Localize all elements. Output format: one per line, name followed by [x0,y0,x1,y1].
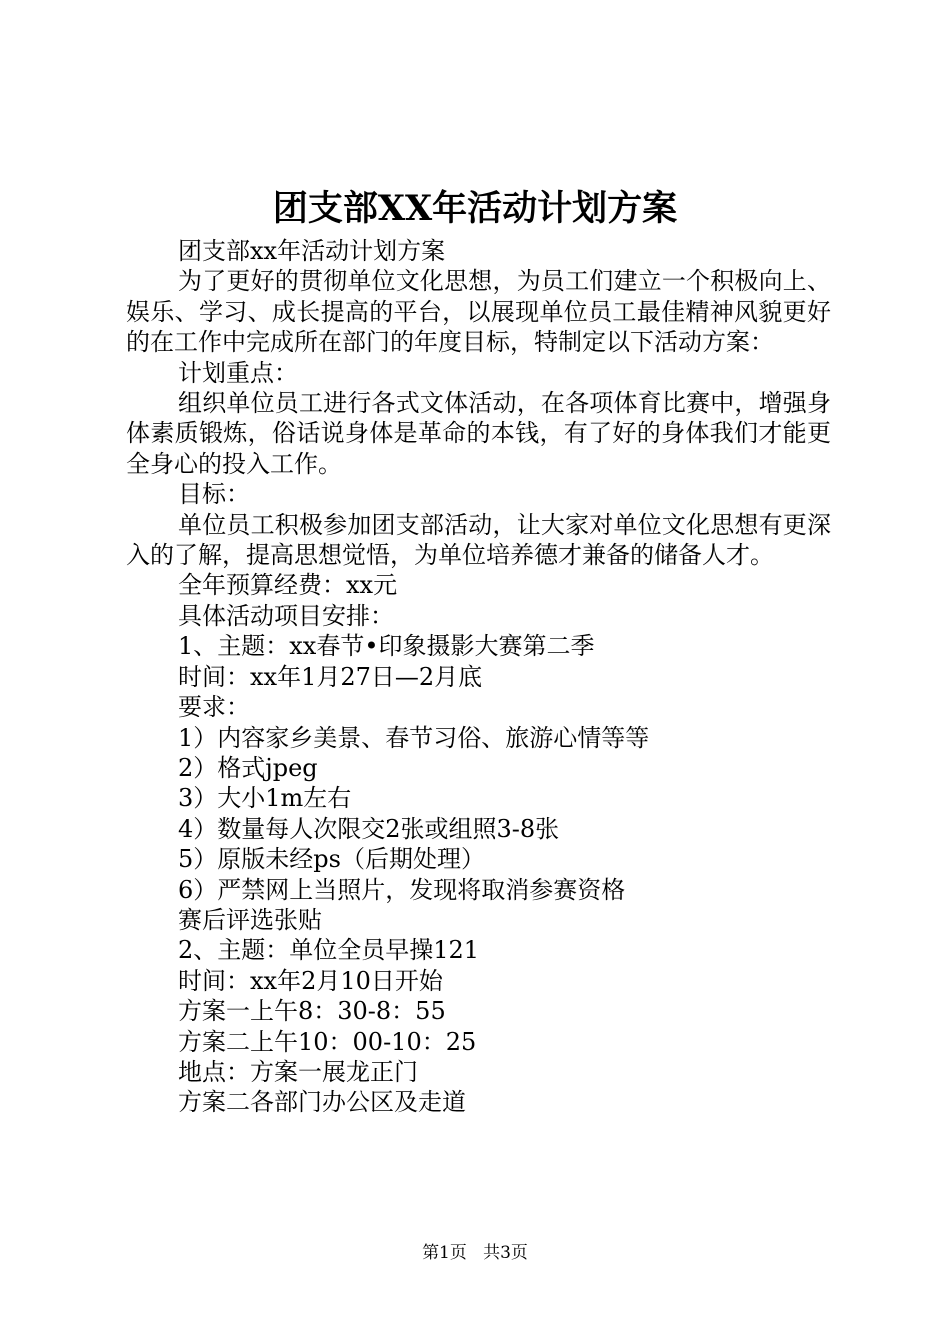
paragraph: 地点：方案一展龙正门 [178,1057,418,1086]
paragraph: 组织单位员工进行各式文体活动，在各项体育比赛中，增强身体素质锻炼，俗话说身体是革命的本钱，有了好的身体我们才能更全身心的投入工作。 [126,389,831,478]
page-number: 第1页 [422,1243,467,1263]
total-pages: 共3页 [483,1243,528,1263]
paragraph: 2）格式jpeg [178,753,318,782]
paragraph: 为了更好的贯彻单位文化思想，为员工们建立一个积极向上、娱乐、学习、成长提高的平台，以展现单位员工最佳精神风貌更好的在工作中完成所在部门的年度目标，特制定以下活动方案： [126,267,831,357]
paragraph: 3）大小1m左右 [178,784,352,813]
paragraph: 全年预算经费：xx元 [178,571,398,600]
paragraph: 6）严禁网上当照片，发现将取消参赛资格 [178,875,626,904]
page-footer [0,1240,950,1266]
paragraph: 时间：xx年2月10日开始 [178,966,443,995]
paragraph: 时间：xx年1月27日—2月底 [178,662,483,691]
paragraph: 2、主题：单位全员早操121 [178,936,480,965]
paragraph: 方案一上午8：30-8：55 [178,997,446,1026]
document-title: 团支部XX年活动计划方案 [272,188,678,229]
page-separator [472,1243,477,1263]
paragraph: 团支部xx年活动计划方案 [178,237,446,265]
paragraph: 计划重点： [178,358,298,387]
paragraph: 具体活动项目安排： [178,601,394,630]
paragraph: 5）原版未经ps（后期处理） [178,845,485,874]
paragraph: 赛后评选张贴 [178,905,322,934]
paragraph: 1）内容家乡美景、春节习俗、旅游心情等等 [178,723,650,752]
document-body [126,236,831,1118]
paragraph: 方案二上午10：00-10：25 [178,1027,477,1056]
paragraph: 4）数量每人次限交2张或组照3-8张 [178,814,560,843]
paragraph: 1、主题：xx春节•印象摄影大赛第二季 [178,632,595,661]
paragraph: 方案二各部门办公区及走道 [178,1088,466,1117]
paragraph: 目标： [178,480,250,509]
paragraph: 单位员工积极参加团支部活动，让大家对单位文化思想有更深入的了解，提高思想觉悟，为单位培养德才兼备的储备人才。 [126,510,831,570]
paragraph: 要求： [178,693,250,722]
